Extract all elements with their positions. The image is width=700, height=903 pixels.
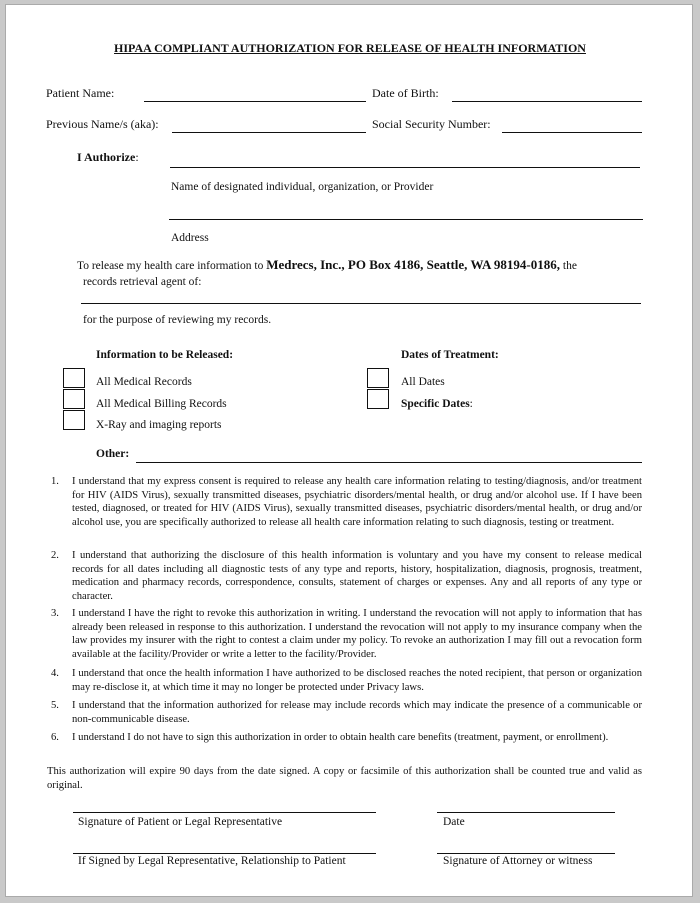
- expiry-statement: This authorization will expire 90 days from the date signed. A copy or facsimile of this authorization shall be counted true and valid as original.: [47, 766, 642, 791]
- clause-number: 2.: [51, 550, 59, 561]
- attorney-signature-label: Signature of Attorney or witness: [443, 855, 593, 867]
- billing-records-label: All Medical Billing Records: [96, 398, 227, 410]
- form-page: [5, 4, 693, 897]
- date-of-birth-input[interactable]: [452, 101, 642, 102]
- specific-dates-checkbox[interactable]: [367, 389, 389, 409]
- all-medical-records-label: All Medical Records: [96, 376, 192, 388]
- records-agent-input[interactable]: [81, 303, 641, 304]
- address-input[interactable]: [169, 219, 643, 220]
- clause-text: I understand that my express consent is required to release any health care information relating to testing/diagnosis, and/or treatment for HIV (AIDS Virus), sexually transmitted diseases, psychiatric disorders/mental health, or drug and/or alcohol use. If I have been tested, diagnosed, or treated for HIV (AIDS Virus), sexually transmitted diseases, psychiatric disorders/mental health, or drug and/or alcohol use, you are specifically authorized to release all health care information relating to such diagnosis, testing or treatment.: [72, 476, 642, 528]
- previous-names-label: Previous Name/s (aka):: [46, 117, 159, 131]
- designated-caption: Name of designated individual, organization, or Provider: [171, 181, 434, 193]
- patient-name-input[interactable]: [144, 101, 366, 102]
- relationship-label: If Signed by Legal Representative, Relationship to Patient: [78, 855, 346, 867]
- clause-text: I understand I have the right to revoke this authorization in writing. I understand the revocation will not apply to information that has already been released in response to this authorization. I understand the revocation will not apply to my insurance company when the law provides my insurer with the right to contest a claim under my policy. To revoke an authorization I may fill out a revocation form available at the facility/Provider or write a letter to the facility/Provider.: [72, 608, 642, 660]
- date-of-birth-label: Date of Birth:: [372, 86, 439, 100]
- date-input[interactable]: [437, 812, 615, 813]
- clause-number: 5.: [51, 700, 59, 711]
- clause-number: 4.: [51, 668, 59, 679]
- all-dates-checkbox[interactable]: [367, 368, 389, 388]
- clause-number: 6.: [51, 732, 59, 743]
- clause-number: 3.: [51, 608, 59, 619]
- other-label: Other:: [96, 448, 130, 460]
- billing-records-checkbox[interactable]: [63, 389, 85, 409]
- i-authorize-label: I Authorize:: [77, 150, 139, 164]
- clause-number: 1.: [51, 476, 59, 487]
- all-medical-records-checkbox[interactable]: [63, 368, 85, 388]
- designated-name-input[interactable]: [170, 167, 640, 168]
- release-agent-label: records retrieval agent of:: [83, 276, 202, 288]
- clause-text: I understand that authorizing the disclosure of this health information is voluntary and you have my consent to release medical records for all dates including all diagnostic tests of any type and reports, history, hospitalization, diagnosis, prognosis, treatment, medication and pharmacy records, correspondence, consults, statement of charges or expenses. Any and all reports of any type or character.: [72, 550, 642, 602]
- specific-dates-label: Specific Dates:: [401, 398, 473, 410]
- xray-checkbox[interactable]: [63, 410, 85, 430]
- all-dates-label: All Dates: [401, 376, 445, 388]
- other-input[interactable]: [136, 462, 642, 463]
- info-released-heading: Information to be Released:: [96, 349, 234, 361]
- ssn-label: Social Security Number:: [372, 117, 491, 131]
- patient-signature-label: Signature of Patient or Legal Representative: [78, 816, 283, 828]
- clause-text: I understand that once the health information I have authorized to be disclosed reaches the noted recipient, that person or organization may re-disclose it, at which time it may no longer be protected under Privacy laws.: [72, 668, 642, 693]
- release-statement: To release my health care information to Medrecs, Inc., PO Box 4186, Seattle, WA 98194-0186, the: [77, 257, 577, 272]
- date-label: Date: [443, 816, 465, 828]
- previous-names-input[interactable]: [172, 132, 366, 133]
- clause-text: I understand I do not have to sign this authorization in order to obtain health care benefits (treatment, payment, or enrollment).: [72, 732, 609, 743]
- xray-label: X-Ray and imaging reports: [96, 419, 222, 431]
- dates-treatment-heading: Dates of Treatment:: [401, 349, 499, 361]
- ssn-input[interactable]: [502, 132, 642, 133]
- purpose-text: for the purpose of reviewing my records.: [83, 314, 272, 326]
- clause-text: I understand that the information authorized for release may include records which may indicate the presence of a communicable or non-communicable disease.: [72, 700, 642, 725]
- address-caption: Address: [171, 232, 209, 244]
- patient-name-label: Patient Name:: [46, 86, 115, 100]
- patient-signature-input[interactable]: [73, 812, 376, 813]
- relationship-input[interactable]: [73, 853, 376, 854]
- form-title: HIPAA COMPLIANT AUTHORIZATION FOR RELEASE OF HEALTH INFORMATION: [114, 41, 586, 55]
- attorney-signature-input[interactable]: [437, 853, 615, 854]
